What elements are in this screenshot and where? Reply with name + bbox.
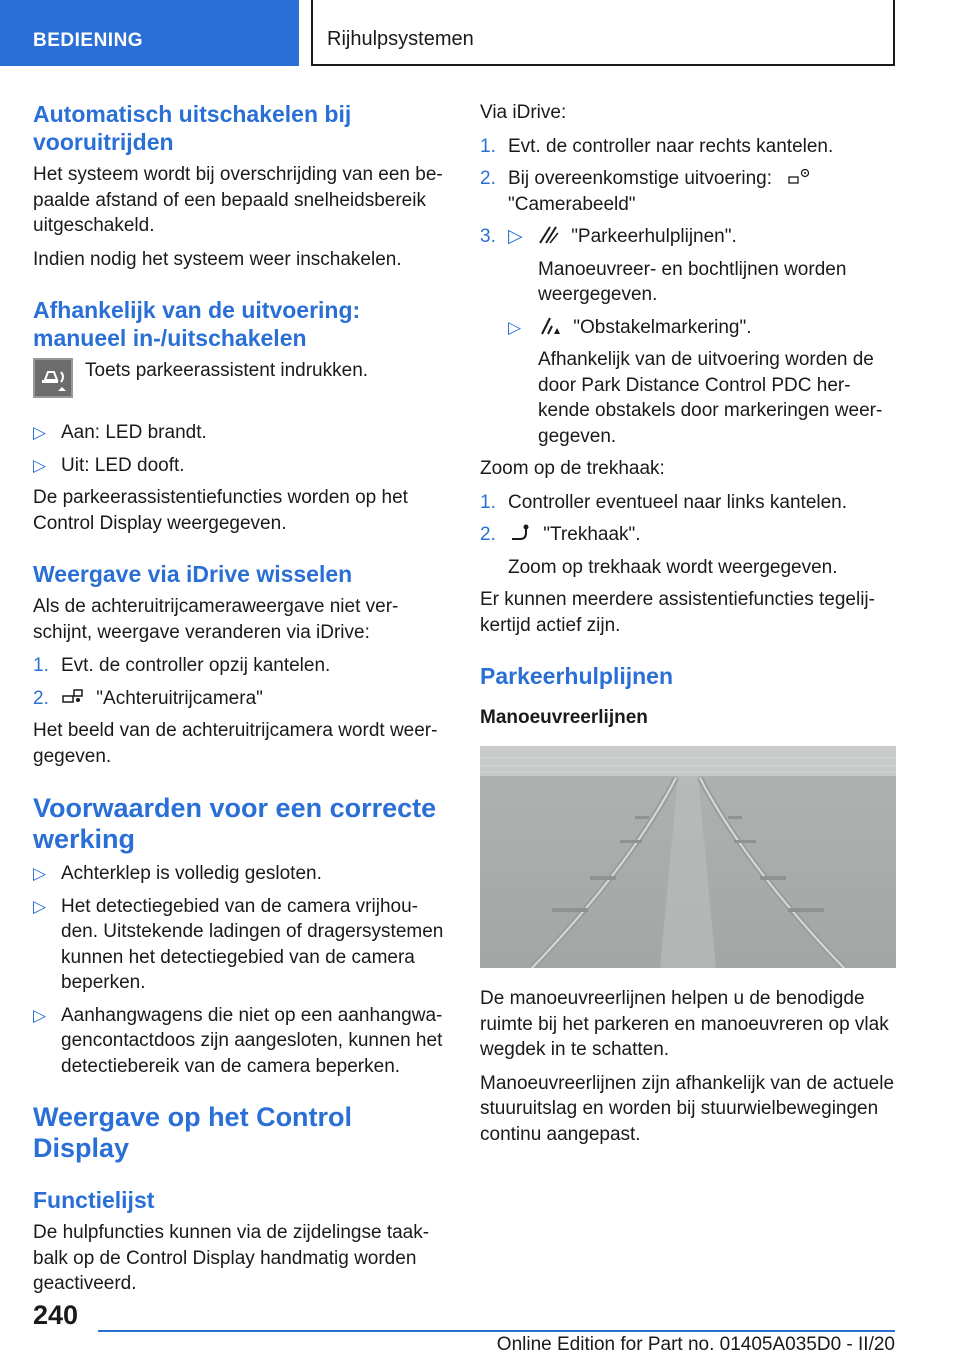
heading-auto-off: Automatisch uitschakelen bij vooruitrijden [33, 101, 352, 155]
led-status-list [33, 420, 451, 478]
idrive-steps [33, 653, 451, 711]
bullet-icon: ▷ [33, 423, 47, 442]
paragraph: De parkeerassistentiefuncties worden op het Control Display weergegeven. [33, 487, 408, 534]
zoom-continuation: Zoom op trekhaak wordt weergegeven. [508, 556, 838, 578]
bullet-icon: ▷ [33, 864, 47, 883]
conditions-list [33, 861, 451, 1079]
left-column [33, 100, 451, 1305]
heading-idrive-switch: Weergave via iDrive wisselen [33, 561, 353, 587]
paragraph: Manoeuvreerlijnen zijn afhankelijk van de actuele stuuruitslag en worden bij stuurwielbewegingen continu aangepast. [480, 1072, 895, 1145]
list-item: 2. Bij overeenkomstige uitvoering: "Camerabeeld" [480, 166, 896, 217]
list-item: ▷ Het detectiegebied van de camera vrijhou-den. Uitstekende ladingen of dragersystemen kunnen het detectiegebied van de camera beperken. [33, 895, 444, 993]
list-item: ▷ Aanhangwagens die niet op een aanhangwa-gencontactdoos zijn aangesloten, kunnen het detectiebereik van de camera beperken. [33, 1004, 443, 1077]
bullet-icon: ▷ [33, 455, 47, 475]
page-header [0, 0, 960, 66]
list-item: ▷ "Obstakelmarkering". [508, 315, 896, 341]
camera-settings-icon [787, 167, 811, 187]
parking-lines-icon [536, 225, 560, 245]
paragraph: Zoom op de trekhaak: [480, 458, 665, 479]
park-assist-button-row [33, 358, 451, 404]
paragraph: Het systeem wordt bij overschrijding van een be-paalde afstand of een bepaald snelheidsbereik uitgeschakeld. [33, 164, 443, 236]
list-item: 1. Evt. de controller naar rechts kantelen. [480, 135, 834, 157]
heading-conditions: Voorwaarden voor een correcte werking [33, 793, 437, 854]
paragraph: Via iDrive: [480, 102, 567, 123]
list-item: ▷ Uit: LED dooft. [33, 453, 451, 479]
list-item: 3. ▷ "Parkeerhulplijnen". [480, 226, 737, 247]
right-column [480, 100, 896, 1155]
list-item: ▷ Aan: LED brandt. [33, 420, 451, 446]
list-item: ▷ Achterklep is volledig gesloten. [33, 861, 451, 887]
sub-list [508, 315, 896, 341]
chapter-title: Rijhulpsystemen [311, 0, 895, 66]
footer-divider [98, 1330, 895, 1332]
section-tab: BEDIENING [0, 0, 299, 66]
heading-function-list: Functielijst [33, 1187, 155, 1213]
paragraph: Als de achteruitrijcameraweergave niet ver-schijnt, weergave veranderen via iDrive: [33, 596, 399, 643]
paragraph: De manoeuvreerlijnen helpen u de benodigde ruimte bij het parkeren en manoeuvreren op vlak wegdek in te schatten. [480, 988, 889, 1060]
step-continuation: Manoeuvreer- en bochtlijnen worden weergegeven. [538, 258, 847, 305]
park-assist-button-icon [33, 358, 73, 398]
bullet-icon: ▷ [33, 1005, 47, 1025]
heading-manual-toggle: Afhankelijk van de uitvoering: manueel in-/uitschakelen [33, 297, 361, 351]
heading-parking-lines: Parkeerhulplijnen [480, 663, 674, 689]
paragraph: Indien nodig het systeem weer inschakelen. [33, 248, 402, 270]
bullet-icon: ▷ [508, 226, 523, 247]
paragraph: Het beeld van de achteruitrijcamera wordt weer-gegeven. [33, 720, 438, 767]
bullet-icon: ▷ [508, 317, 522, 337]
list-item: 1. Controller eventueel naar links kantelen. [480, 491, 848, 513]
sub-continuation: Afhankelijk van de uitvoering worden de door Park Distance Control PDC her-kende obstakels door markeringen weer-gegeven. [538, 349, 883, 447]
heading-control-display: Weergave op het Control Display [33, 1102, 353, 1163]
list-item: 2. "Trekhaak". [480, 524, 641, 545]
maneuver-lines-illustration [480, 746, 896, 968]
list-item: 1. Evt. de controller opzij kantelen. [33, 655, 331, 676]
button-instruction: Toets parkeerassistent indrukken. [85, 360, 369, 381]
paragraph: Er kunnen meerdere assistentiefuncties tegelij-kertijd actief zijn. [480, 589, 875, 636]
bullet-icon: ▷ [33, 896, 47, 916]
zoom-steps [480, 490, 896, 548]
rear-camera-icon [61, 687, 85, 707]
obstacle-marking-icon [538, 316, 562, 336]
list-item: 2. "Achteruitrijcamera" [33, 687, 263, 709]
paragraph: De hulpfuncties kunnen via de zijdelingse taak-balk op de Control Display handmatig worden geactiveerd. [33, 1222, 430, 1294]
heading-maneuver-lines: Manoeuvreerlijnen [480, 707, 648, 728]
page-number: 240 [33, 1300, 79, 1330]
idrive-view-steps [480, 134, 896, 250]
tow-hitch-icon [508, 523, 532, 543]
edition-note: Online Edition for Part no. 01405A035D0 - II/20 [496, 1334, 895, 1355]
